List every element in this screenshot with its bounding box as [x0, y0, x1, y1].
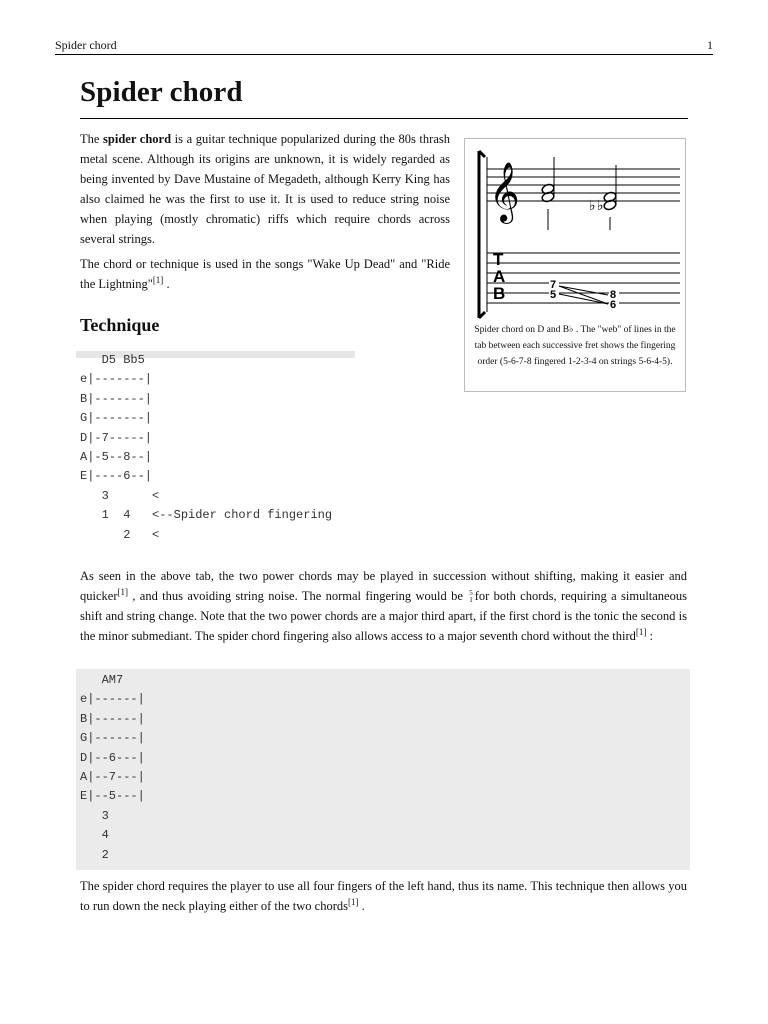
citation-link[interactable]: [1] — [348, 896, 359, 907]
tab-fret-number: 8 — [610, 289, 617, 301]
citation-link[interactable]: [1] — [152, 274, 164, 285]
flat-sign-icon: ♭ — [597, 198, 604, 214]
intro-paragraph — [80, 129, 450, 249]
figure-thumbnail — [464, 138, 686, 392]
fingering-fraction — [469, 590, 473, 604]
tab-letter-a: A — [493, 267, 506, 286]
tab-fret-number: 5 — [550, 289, 557, 301]
tab-line: e|-------| — [80, 372, 153, 387]
tab-line: B|-------| — [80, 391, 153, 406]
tab-line: 3 < — [80, 488, 160, 503]
running-header: Spider chord — [55, 38, 117, 52]
explanation-part-2: , and thus avoiding string noise. The normal fingering would be — [127, 589, 468, 603]
fraction-top: 5 — [469, 589, 473, 598]
tab-fret-number: 7 — [550, 279, 557, 291]
code-block-background — [76, 669, 690, 870]
tab-line: E|----6--| — [80, 469, 153, 484]
spider-web-lines — [559, 286, 608, 304]
songs-paragraph — [80, 254, 450, 294]
explanation-part-1: As seen in the above tab, the two power chords may be played in succession without shifting, making it easier and quicker — [80, 569, 687, 603]
tab-line: D|-7-----| — [80, 430, 153, 445]
citation-link[interactable]: [1] — [117, 586, 128, 597]
tab-line: 2 — [80, 847, 109, 862]
intro-before-bold: The — [80, 132, 104, 146]
system-bracket — [479, 151, 485, 318]
tab-line: G|-------| — [80, 411, 153, 426]
page-number: 1 — [707, 38, 713, 52]
closing-paragraph — [80, 876, 687, 916]
tab-line: D5 Bb5 — [80, 353, 145, 367]
figure-caption: Spider chord on D and B♭ . The "web" of lines in the tab between each successive fret shows the fingering order (5-6-7-8 fingered 1-2-3-4 on strings 5-6-4-5). — [474, 325, 676, 367]
title-rule — [80, 118, 688, 119]
tab-letter-t: T — [493, 250, 504, 269]
tab-line: 1 4 <--Spider chord fingering — [80, 508, 333, 523]
explanation-paragraph — [80, 566, 687, 646]
closing-text: The spider chord requires the player to use all four fingers of the left hand, thus its name. This technique then allows you to run down the neck playing either of the two chords — [80, 879, 687, 913]
intro-bold-term: spider chord — [103, 132, 172, 146]
songs-text: The chord or technique is used in the songs "Wake Up Dead" and "Ride the Lightning" — [80, 257, 450, 291]
flat-sign-icon: ♭ — [589, 198, 596, 214]
tab-line: E|--5---| — [80, 789, 145, 804]
tab-line: 4 — [80, 828, 109, 843]
tab-line: G|------| — [80, 731, 145, 746]
tab-block-am7 — [80, 671, 145, 865]
tab-fret-number: 6 — [610, 299, 617, 311]
explanation-part-3: for both chords, requiring a simultaneous shift and string change. Note that the two power chords are a major third apart, if the first chord is the tonic the second is the minor submediant. The spider chord fingering also allows access to a major seventh chord without the third — [80, 589, 687, 643]
closing-tail: . — [358, 899, 365, 913]
treble-clef-icon: 𝄞 — [489, 162, 520, 222]
chord-bb5-notes — [589, 165, 617, 230]
section-heading-technique: Technique — [80, 315, 160, 335]
tab-block-spider-chord — [80, 351, 332, 545]
header-rule — [55, 54, 713, 55]
explanation-part-4: : — [646, 629, 653, 643]
fraction-bottom: 1 — [469, 596, 473, 605]
tab-line: 2 < — [80, 527, 160, 542]
tab-line: B|------| — [80, 711, 145, 726]
tab-line: A|-5--8--| — [80, 450, 153, 465]
tab-line: e|------| — [80, 692, 145, 707]
page-title: Spider chord — [80, 76, 243, 108]
tab-line: 3 — [80, 808, 109, 823]
citation-link[interactable]: [1] — [635, 626, 647, 637]
tab-line: A|--7---| — [80, 770, 145, 785]
tab-letter-b: B — [493, 284, 506, 303]
tab-line: AM7 — [80, 673, 124, 687]
intro-after-bold: is a guitar technique popularized during the 80s thrash metal scene. Although its origins are unknown, it is widely regarded as being invented by Dave Mustaine of Megadeth, although Kerry King has also claimed he was the first to use it. It is used to reduce string noise when playing (mostly chromatic) riffs which require chords across several strings. — [80, 132, 450, 246]
tab-line: D|--6---| — [80, 750, 145, 765]
songs-tail: . — [163, 277, 170, 291]
spider-chord-notation-image[interactable] — [475, 147, 680, 322]
